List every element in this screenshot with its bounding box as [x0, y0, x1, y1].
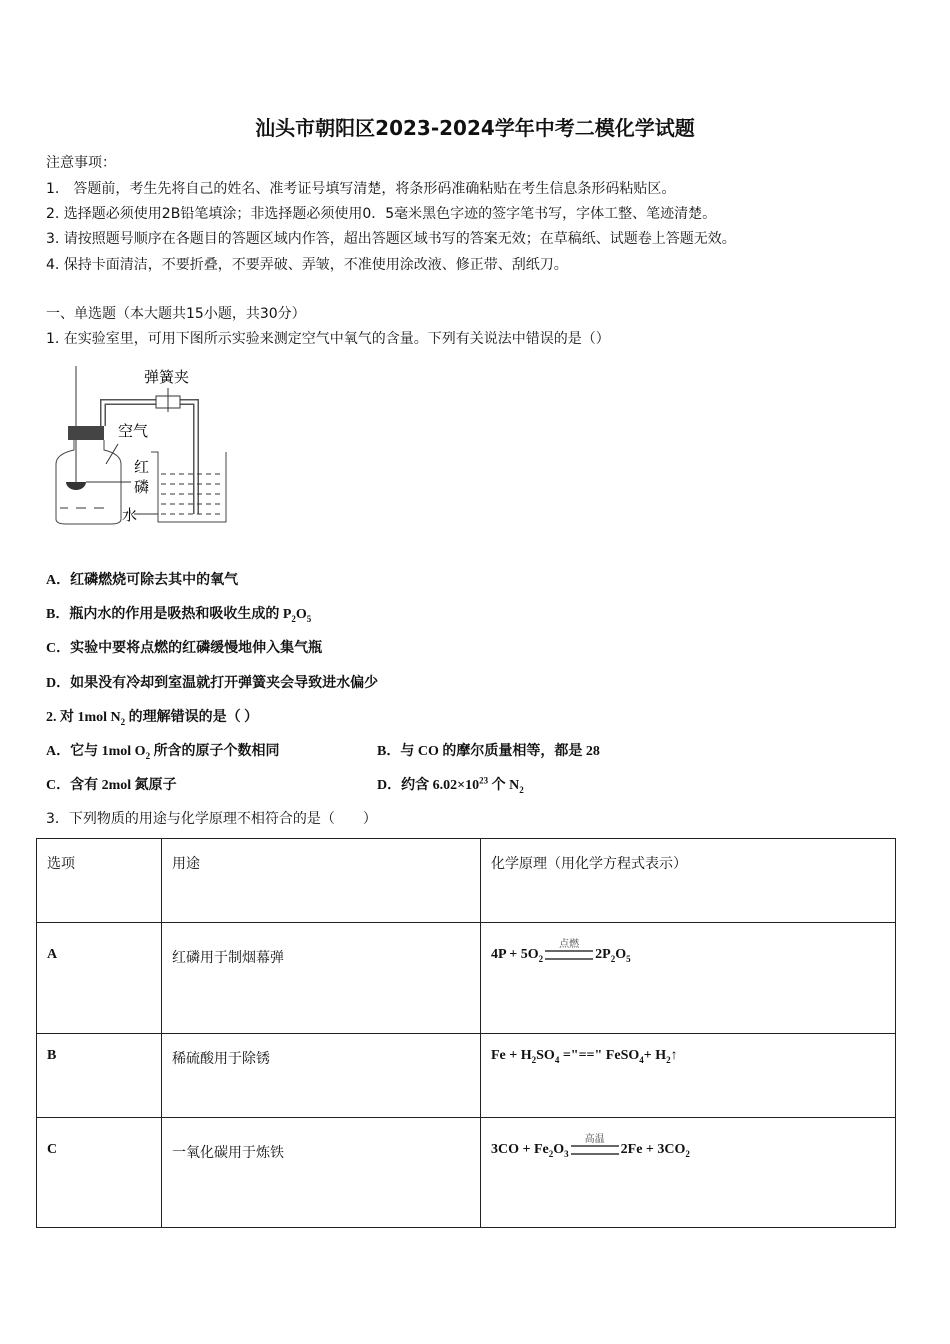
q2-option-d: D．约含 $6.02\times 10^{23}$ 个 $N_2$ — [377, 775, 524, 795]
note-item: 4. 保持卡面清洁，不要折叠，不要弄破、弄皱，不准使用涂改液、修正带、刮纸刀。 — [46, 257, 568, 273]
question-2-stem: 2. 对 1mol $N_2$ 的理解错误的是（ ） — [46, 710, 259, 727]
row-use: 稀硫酸用于除锈 — [162, 1034, 481, 1118]
note-item: 3. 请按照题号顺序在各题目的答题区域内作答，超出答题区域书写的答案无效；在草稿纸、试题卷上答题无效。 — [46, 231, 736, 247]
label-air: 空气 — [118, 422, 149, 440]
notes-heading: 注意事项： — [46, 155, 116, 171]
row-option: A — [37, 923, 162, 1034]
note-item: 1. 答题前，考生先将自己的姓名、准考证号填写清楚，将条形码准确粘贴在考生信息条形码粘贴区。 — [46, 181, 676, 197]
row-equation: $3CO + Fe_2O_3$ 高温 $2Fe + 3CO_2$ — [481, 1118, 896, 1228]
table-row — [37, 923, 896, 1034]
label-spring-clip: 弹簧夹 — [144, 368, 190, 386]
row-equation: $4P + 5O_2$ 点燃 $2P_2O_5$ — [481, 923, 896, 1034]
label-phosphorus: 磷 — [134, 478, 150, 496]
row-option: B — [37, 1034, 162, 1118]
reaction-arrow-icon: 点燃 — [545, 950, 593, 960]
header-option: 选项 — [37, 839, 162, 923]
row-equation: $Fe + H_2SO_4$ ="==" FeSO$_4$+ $H_2↑$ — [481, 1034, 896, 1118]
label-water: 水 — [122, 506, 138, 524]
note-item: 2. 选择题必须使用2B铅笔填涂；非选择题必须使用0．5毫米黑色字迹的签字笔书写，字体工整、笔迹清楚。 — [46, 206, 717, 222]
page-title: 汕头市朝阳区2023-2024学年中考二模化学试题 — [255, 116, 695, 140]
table-row — [37, 1034, 896, 1118]
experiment-diagram — [46, 364, 236, 529]
row-option: C — [37, 1118, 162, 1228]
row-use: 红磷用于制烟幕弹 — [162, 923, 481, 1034]
question-1-stem: 1. 在实验室里，可用下图所示实验来测定空气中氧气的含量。下列有关说法中错误的是（） — [46, 331, 610, 347]
q1-option-d: D．如果没有冷却到室温就打开弹簧夹会导致进水偏少 — [46, 676, 379, 691]
question-3-stem: 3．下列物质的用途与化学原理不相符合的是（ ） — [46, 811, 377, 827]
reaction-arrow-icon: 高温 — [571, 1145, 619, 1155]
q3-table — [36, 838, 896, 1228]
table-header-row — [37, 839, 896, 923]
row-use: 一氧化碳用于炼铁 — [162, 1118, 481, 1228]
q2-option-a: A．它与 1mol $O_2$ 所含的原子个数相同 — [46, 744, 280, 761]
q2-option-c: C．含有 2mol 氮原子 — [46, 778, 177, 793]
label-red: 红 — [134, 458, 150, 476]
header-principle: 化学原理（用化学方程式表示） — [481, 839, 896, 923]
header-use: 用途 — [162, 839, 481, 923]
q1-option-b: B．瓶内水的作用是吸热和吸收生成的 $P_2O_5$ — [46, 607, 312, 624]
q1-option-a: A．红磷燃烧可除去其中的氧气 — [46, 573, 239, 588]
table-row — [37, 1118, 896, 1228]
q1-option-c: C．实验中要将点燃的红磷缓慢地伸入集气瓶 — [46, 641, 323, 656]
section-heading: 一、单选题（本大题共15小题，共30分） — [46, 306, 306, 322]
q2-option-b: B．与 CO 的摩尔质量相等，都是 28 — [377, 744, 600, 759]
